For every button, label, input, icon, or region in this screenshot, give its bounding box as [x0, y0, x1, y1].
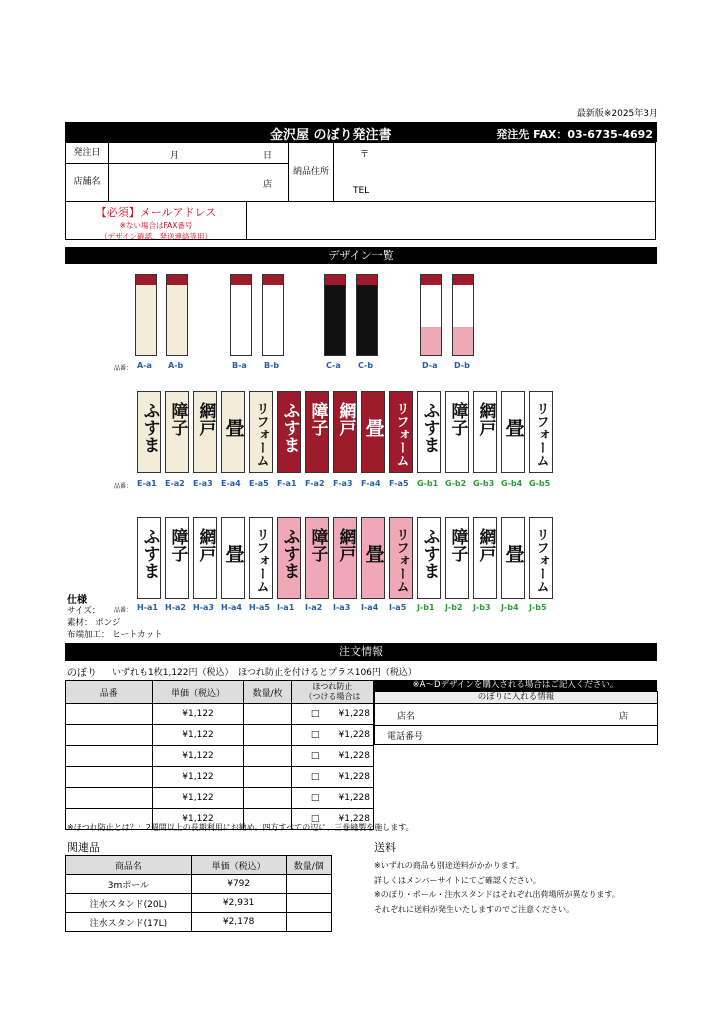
design-flag[interactable]: [277, 391, 301, 473]
month-label: 月: [170, 151, 180, 161]
fray-cell: [291, 746, 373, 767]
fray-note: ※ほつれ防止とは？：2週間以上の長期利用にお勧め。四方すべての辺に、三巻縫製を施します。: [67, 823, 414, 832]
design-code: C-b: [358, 361, 374, 370]
flag-band: [325, 275, 345, 285]
fax-number: 発注先 FAX：03-6735-4692: [496, 128, 653, 141]
design-code: H-a3: [193, 603, 214, 612]
fray-price: ¥1,228: [338, 814, 370, 824]
design-code: D-b: [454, 361, 470, 370]
flag-text: 畳: [362, 544, 385, 563]
fray-price: ¥1,228: [338, 793, 370, 803]
related-qty-input[interactable]: [286, 875, 331, 894]
flag-text: 網戸: [335, 528, 356, 562]
order-row: [66, 767, 374, 788]
design-code: J-b5: [529, 603, 547, 612]
design-flag[interactable]: [249, 517, 273, 599]
right-header: ※A～Dデザインを購入される場合はご記入ください。: [374, 680, 657, 691]
flag-band: [263, 275, 283, 285]
tel-label: TEL: [353, 186, 370, 196]
flag-text: ふすま: [279, 402, 300, 453]
design-flag[interactable]: [221, 517, 245, 599]
flag-text: リフォーム: [533, 528, 549, 593]
delivery-address-label: 納品住所: [288, 143, 334, 201]
hinban-header: 品番: [66, 681, 153, 704]
order-info-title: 注文情報: [65, 643, 657, 661]
flag-text: リフォーム: [253, 402, 269, 467]
design-code: E-a1: [137, 479, 157, 488]
flag-band: [421, 275, 441, 285]
design-section-title: デザイン一覧: [65, 247, 657, 264]
design-flag[interactable]: [389, 391, 413, 473]
design-flag[interactable]: [445, 391, 469, 473]
email-label-block: [66, 202, 247, 239]
fray-price: ¥1,228: [338, 730, 370, 740]
flag-text: 畳: [502, 418, 525, 437]
hinban-label: 品番：: [114, 365, 133, 372]
design-code: I-a2: [305, 603, 323, 612]
hinban-label: 品番：: [114, 607, 133, 614]
design-flag[interactable]: [277, 517, 301, 599]
design-flag[interactable]: [501, 391, 525, 473]
order-row: [66, 704, 374, 725]
design-code: I-a1: [277, 603, 295, 612]
flag-text: 障子: [447, 528, 468, 562]
flag-text: 障子: [307, 528, 328, 562]
design-code: H-a5: [249, 603, 270, 612]
design-flag[interactable]: [452, 274, 474, 356]
order-date-label: 発注日: [66, 143, 109, 164]
flag-text: リフォーム: [253, 528, 269, 593]
order-date-field[interactable]: [108, 143, 288, 164]
hinban-label: 品番：: [114, 483, 133, 490]
design-code: I-a4: [361, 603, 379, 612]
qty-input[interactable]: [244, 704, 291, 725]
fray-header-line2: （つける場合は: [304, 692, 361, 701]
design-code: E-a2: [165, 479, 185, 488]
design-code: D-a: [422, 361, 438, 370]
design-flag[interactable]: [137, 517, 161, 599]
flag-text: ふすま: [139, 402, 160, 453]
fray-cell: [291, 704, 373, 725]
related-price: ¥792: [191, 875, 286, 894]
design-code: A-a: [137, 361, 152, 370]
flag-text: ふすま: [139, 528, 160, 579]
flag-text: 網戸: [195, 528, 216, 562]
design-code: F-a1: [277, 479, 297, 488]
design-code: H-a4: [221, 603, 242, 612]
design-flag[interactable]: [445, 517, 469, 599]
delivery-address-field[interactable]: [333, 143, 655, 201]
phone-label: 電話番号: [387, 732, 424, 742]
shipping-title: 送料: [374, 841, 396, 854]
version-note: 最新版※2025年3月: [576, 109, 658, 119]
flag-text: ふすま: [279, 528, 300, 579]
design-code: G-b2: [445, 479, 467, 488]
design-flag[interactable]: [473, 517, 497, 599]
design-code: F-a3: [333, 479, 353, 488]
related-title: 関連品: [67, 841, 100, 854]
design-code: J-b2: [445, 603, 463, 612]
related-price: ¥2,178: [191, 913, 286, 932]
unit-price: ¥1,122: [152, 725, 244, 746]
hinban-input[interactable]: [66, 704, 153, 725]
related-row: [66, 913, 332, 932]
design-flag[interactable]: [137, 391, 161, 473]
design-code: E-a3: [193, 479, 213, 488]
design-code: J-b1: [417, 603, 435, 612]
qty-input[interactable]: [244, 725, 291, 746]
spec-material: 素材： ポンジ: [67, 618, 121, 628]
design-flag[interactable]: [305, 517, 329, 599]
order-table: [65, 680, 374, 830]
fray-cell: [291, 788, 373, 809]
design-flag[interactable]: [361, 391, 385, 473]
design-flag[interactable]: [324, 274, 346, 356]
flag-text: 網戸: [335, 402, 356, 436]
fray-checkbox[interactable]: □: [310, 772, 320, 782]
design-code: B-b: [264, 361, 280, 370]
design-code: F-a4: [361, 479, 381, 488]
related-qty-input[interactable]: [286, 913, 331, 932]
postal-mark: 〒: [360, 150, 370, 160]
store-name-label: 店舗名: [66, 163, 109, 201]
email-note-1: ※ない場合はFAX番号: [119, 221, 193, 230]
flag-text: 障子: [447, 402, 468, 436]
flag-band: [453, 275, 473, 285]
hinban-input[interactable]: [66, 767, 153, 788]
design-flag[interactable]: [221, 391, 245, 473]
related-name-header: 商品名: [66, 856, 192, 875]
email-note-2: （デザイン確認、発送連絡等用）: [100, 232, 212, 241]
shipping-notes: [374, 859, 620, 917]
fray-price: ¥1,228: [338, 751, 370, 761]
order-row: [66, 725, 374, 746]
fray-checkbox[interactable]: □: [310, 814, 320, 824]
design-code: H-a2: [165, 603, 186, 612]
design-flag[interactable]: [529, 391, 553, 473]
design-flag[interactable]: [501, 517, 525, 599]
related-qty-header: 数量/個: [286, 856, 331, 875]
store-suffix: 店: [263, 180, 273, 190]
design-code: E-a4: [221, 479, 241, 488]
design-code: H-a1: [137, 603, 158, 612]
flag-text: 障子: [167, 528, 188, 562]
fray-price: ¥1,228: [338, 709, 370, 719]
design-flag[interactable]: [473, 391, 497, 473]
qty-input[interactable]: [244, 746, 291, 767]
flag-text: 網戸: [195, 402, 216, 436]
flag-text: 畳: [222, 418, 245, 437]
hinban-input[interactable]: [66, 788, 153, 809]
fray-price: ¥1,228: [338, 772, 370, 782]
design-code: G-b1: [417, 479, 439, 488]
store-suffix-2: 店: [619, 712, 629, 722]
design-flag[interactable]: [305, 391, 329, 473]
design-flag[interactable]: [230, 274, 252, 356]
related-price: ¥2,931: [191, 894, 286, 913]
related-name: 注水スタンド(17L): [66, 913, 192, 932]
flag-text: 畳: [502, 544, 525, 563]
design-flag[interactable]: [417, 391, 441, 473]
related-qty-input[interactable]: [286, 894, 331, 913]
design-flag[interactable]: [529, 517, 553, 599]
design-flag[interactable]: [420, 274, 442, 356]
shipping-line: 詳しくはメンバーサイトにてご確認ください。: [374, 875, 541, 885]
design-code: I-a3: [333, 603, 351, 612]
design-flag[interactable]: [166, 274, 188, 356]
flag-text: 畳: [362, 418, 385, 437]
fray-checkbox[interactable]: □: [310, 709, 320, 719]
fray-header-line1: ほつれ防止: [312, 682, 353, 691]
design-flag[interactable]: [165, 391, 189, 473]
related-row: [66, 894, 332, 913]
hinban-input[interactable]: [66, 725, 153, 746]
flag-pink-band: [453, 327, 473, 355]
related-table: [65, 855, 332, 932]
day-label: 日: [263, 151, 273, 161]
design-flag[interactable]: [356, 274, 378, 356]
unit-price: ¥1,122: [152, 809, 244, 830]
design-code: G-b5: [529, 479, 551, 488]
design-code: I-a5: [389, 603, 407, 612]
design-code: C-a: [326, 361, 341, 370]
spec-size: サイズ：: [67, 606, 101, 616]
design-flag[interactable]: [193, 391, 217, 473]
fray-checkbox[interactable]: □: [310, 793, 320, 803]
design-flag[interactable]: [389, 517, 413, 599]
flag-text: ふすま: [419, 402, 440, 453]
fray-cell: [291, 725, 373, 746]
spec-title: 仕様: [67, 595, 87, 606]
design-flag[interactable]: [165, 517, 189, 599]
design-flag[interactable]: [193, 517, 217, 599]
related-price-header: 単価（税込）: [191, 856, 286, 875]
store-name-input[interactable]: [374, 704, 658, 726]
flag-text: 網戸: [475, 402, 496, 436]
flag-text: 障子: [307, 402, 328, 436]
design-code: B-a: [232, 361, 247, 370]
design-code: E-a5: [249, 479, 269, 488]
page-title: 金沢屋 のぼり発注書: [270, 128, 392, 143]
right-subheader: のぼりに入れる情報: [374, 691, 658, 704]
flag-text: ふすま: [419, 528, 440, 579]
qty-input[interactable]: [244, 767, 291, 788]
price-note: いずれも1枚1,122円（税込） ほつれ防止を付けるとプラス106円（税込）: [112, 668, 417, 678]
email-required-label: 【必須】メールアドレス: [95, 206, 217, 219]
flag-band: [167, 275, 187, 285]
design-flag[interactable]: [249, 391, 273, 473]
email-field[interactable]: [247, 202, 655, 239]
design-flag[interactable]: [333, 517, 357, 599]
shipping-line: ※いずれの商品も別途送料がかかります。: [374, 861, 525, 870]
unit-price-header: 単価（税込）: [152, 681, 244, 704]
shipping-line: ※のぼり・ポール・注水スタンドはそれぞれ出荷場所が異なります。: [374, 890, 620, 899]
flag-band: [231, 275, 251, 285]
spec-finish: 布端加工： ヒートカット: [67, 630, 163, 640]
flag-pink-band: [421, 327, 441, 355]
related-name: 3mポール: [66, 875, 192, 894]
fray-cell: [291, 767, 373, 788]
flag-text: 障子: [167, 402, 188, 436]
design-flag[interactable]: [262, 274, 284, 356]
flag-band: [136, 275, 156, 285]
fray-checkbox[interactable]: □: [310, 751, 320, 761]
store-name-field[interactable]: [108, 163, 288, 201]
qty-input[interactable]: [244, 788, 291, 809]
design-code: A-b: [168, 361, 184, 370]
flag-text: リフォーム: [393, 402, 409, 467]
related-name: 注水スタンド(20L): [66, 894, 192, 913]
fray-header: [291, 681, 373, 704]
flag-text: リフォーム: [393, 528, 409, 593]
design-code: G-b3: [473, 479, 495, 488]
design-code: F-a5: [389, 479, 409, 488]
unit-price: ¥1,122: [152, 767, 244, 788]
title-bar: [65, 122, 657, 142]
unit-price: ¥1,122: [152, 746, 244, 767]
store-name-label-2: 店名: [397, 712, 416, 722]
fray-checkbox[interactable]: □: [310, 730, 320, 740]
order-form: [65, 142, 656, 240]
design-code: J-b3: [473, 603, 491, 612]
flag-text: 畳: [222, 544, 245, 563]
shipping-line: それぞれに送料が発生いたしますのでご注意ください。: [374, 904, 574, 914]
order-row: [66, 788, 374, 809]
phone-input[interactable]: [374, 725, 658, 745]
unit-price: ¥1,122: [152, 788, 244, 809]
hinban-input[interactable]: [66, 746, 153, 767]
order-row: [66, 746, 374, 767]
design-code: J-b4: [501, 603, 519, 612]
design-code: F-a2: [305, 479, 325, 488]
design-code: G-b4: [501, 479, 523, 488]
design-flag[interactable]: [417, 517, 441, 599]
design-flag[interactable]: [361, 517, 385, 599]
qty-header: 数量/枚: [244, 681, 291, 704]
flag-text: 網戸: [475, 528, 496, 562]
flag-text: リフォーム: [533, 402, 549, 467]
nobori-label: のぼり: [67, 668, 97, 679]
design-flag[interactable]: [333, 391, 357, 473]
flag-band: [357, 275, 377, 285]
related-row: [66, 875, 332, 894]
design-flag[interactable]: [135, 274, 157, 356]
unit-price: ¥1,122: [152, 704, 244, 725]
